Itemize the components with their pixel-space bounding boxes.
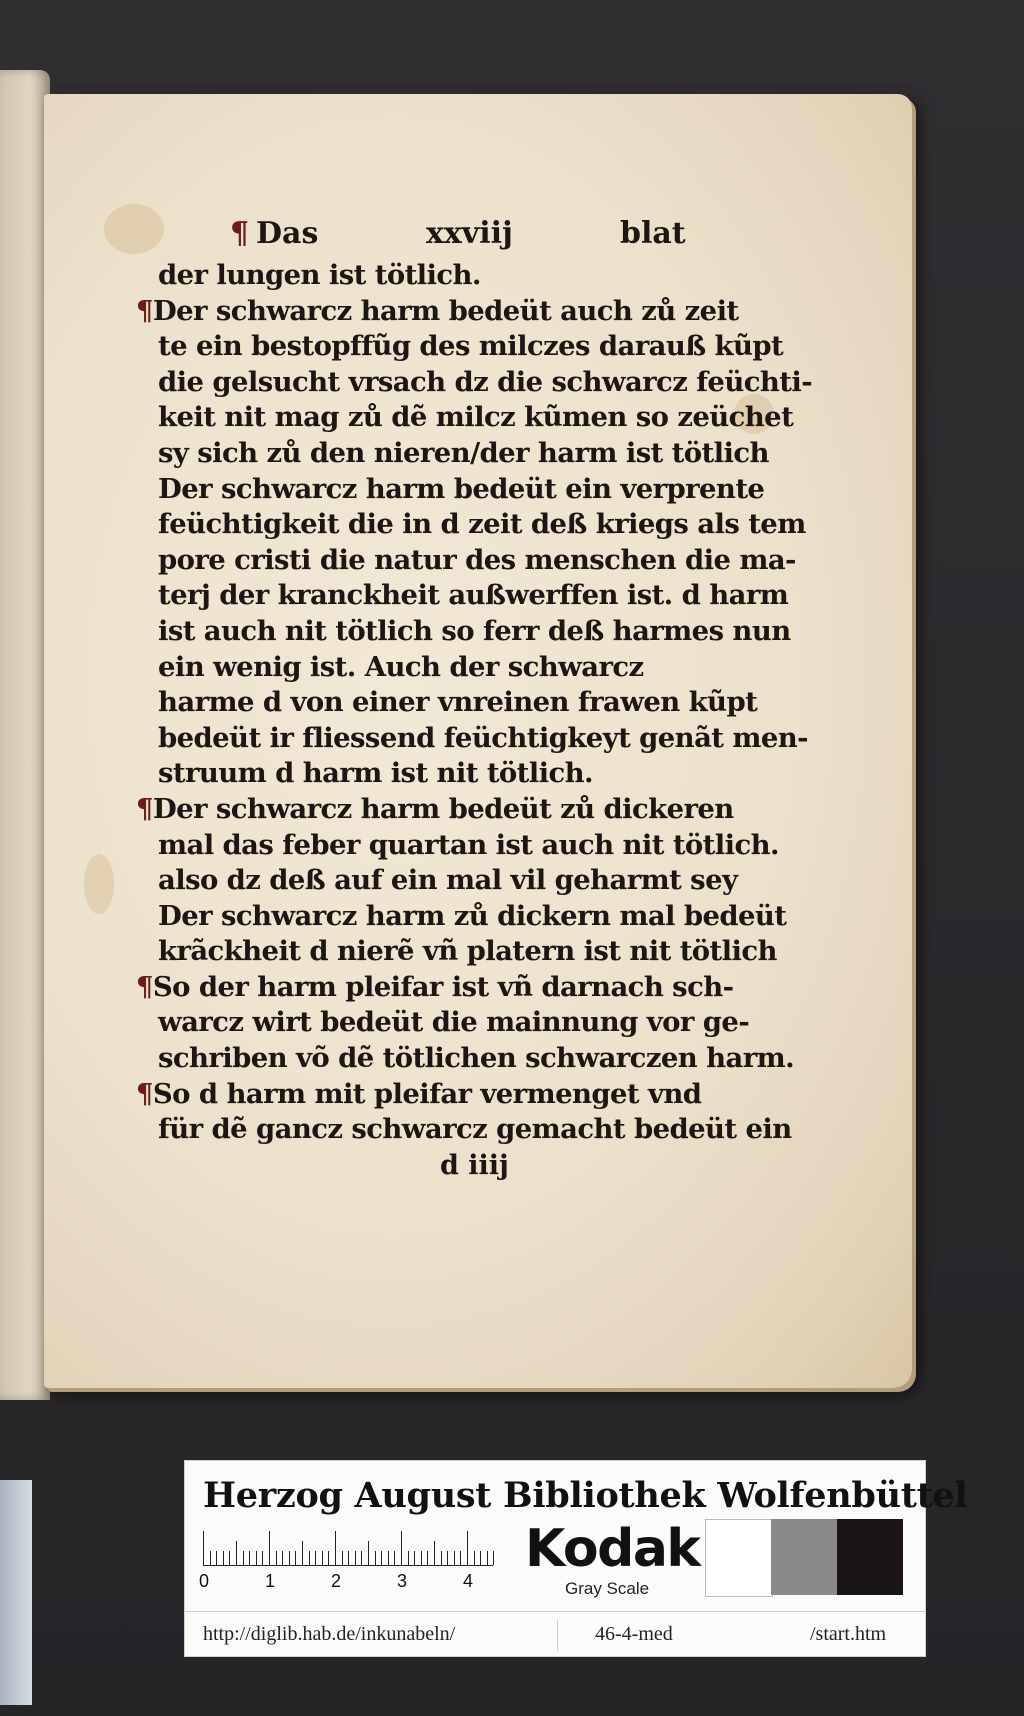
ruler-tick xyxy=(408,1551,409,1565)
ruler-tick xyxy=(388,1551,389,1565)
text-line-content: Der schwarcz harm bedeüt ein verprente xyxy=(158,472,765,505)
ruler-tick xyxy=(474,1551,475,1565)
ruler-tick xyxy=(493,1551,494,1565)
ruler-tick xyxy=(447,1551,448,1565)
text-line-content: feüchtigkeit die in d zeit deß kriegs als tem xyxy=(158,508,806,541)
text-line xyxy=(158,507,806,543)
ruler-tick xyxy=(487,1551,488,1565)
text-line-content: te ein bestopffũg des milczes darauß kũpt xyxy=(158,330,784,363)
ruler-tick xyxy=(368,1541,369,1565)
ruler-tick xyxy=(460,1551,461,1565)
paper-stain xyxy=(84,854,114,914)
text-line-content: pore cristi die natur des menschen die ma- xyxy=(158,543,796,576)
text-line xyxy=(158,650,758,686)
text-line-content: warcz wirt bedeüt die mainnung vor ge- xyxy=(158,1006,750,1039)
ruler-tick xyxy=(309,1551,310,1565)
ruler-tick xyxy=(315,1551,316,1565)
black-patch xyxy=(837,1519,903,1595)
ruler-number: 2 xyxy=(331,1571,342,1591)
text-line-content: schriben võ dẽ tötlichen schwarczen harm. xyxy=(158,1042,795,1075)
text-line-content: keit nit mag zů dẽ milcz kũmen so zeüchet xyxy=(158,401,794,434)
ruler-tick xyxy=(229,1551,230,1565)
text-line xyxy=(158,899,787,935)
ruler-tick xyxy=(381,1551,382,1565)
ruler-tick xyxy=(262,1551,263,1565)
library-title: Herzog August Bibliothek Wolfenbüttel xyxy=(203,1475,968,1516)
previous-leaf-edge xyxy=(0,70,50,1400)
ruler-tick xyxy=(282,1551,283,1565)
ruler-tick xyxy=(441,1551,442,1565)
text-line xyxy=(136,1077,758,1113)
body-text xyxy=(136,258,813,1148)
text-line xyxy=(158,258,758,294)
ruler-number: 1 xyxy=(265,1571,276,1591)
ruler-tick xyxy=(421,1551,422,1565)
ruler-tick xyxy=(454,1551,455,1565)
shelf-label-edge xyxy=(0,1480,32,1705)
text-line-content: bedeüt ir fliessend feüchtigkeyt genãt men- xyxy=(158,721,808,754)
text-line-content: harme d von einer vnreinen frawen kũpt xyxy=(158,686,758,719)
gray-patch xyxy=(771,1519,837,1595)
ruler-tick xyxy=(302,1541,303,1565)
ruler-tick xyxy=(269,1531,270,1565)
text-line xyxy=(158,543,796,579)
url-divider xyxy=(557,1619,558,1651)
text-line-content: Der schwarcz harm zů dickern mal bedeüt xyxy=(158,899,787,932)
ruler-tick xyxy=(467,1531,468,1565)
ruler-tick xyxy=(216,1551,217,1565)
ruler-tick xyxy=(295,1551,296,1565)
gray-scale-label: Gray Scale xyxy=(565,1579,650,1598)
ruler-tick xyxy=(394,1551,395,1565)
text-line-content: der lungen ist tötlich. xyxy=(158,259,481,291)
ruler-tick xyxy=(342,1551,343,1565)
ruler-tick xyxy=(236,1541,237,1565)
text-line-content: So der harm pleifar ist vñ darnach sch- xyxy=(152,970,734,1003)
text-line xyxy=(136,294,758,330)
rubric-pilcrow: ¶ xyxy=(230,216,250,251)
text-line-content: So d harm mit pleifar vermenget vnd xyxy=(152,1077,702,1110)
ruler-number: 0 xyxy=(199,1571,210,1591)
text-line xyxy=(158,436,769,472)
kodak-logo: Kodak xyxy=(525,1519,700,1579)
text-line xyxy=(158,578,789,614)
signature-mark: d iiij xyxy=(440,1150,509,1181)
ruler-tick xyxy=(256,1551,257,1565)
ruler-tick xyxy=(480,1551,481,1565)
url-base: http://diglib.hab.de/inkunabeln/ xyxy=(203,1623,456,1645)
rubric-pilcrow: ¶ xyxy=(136,1077,153,1110)
ruler-tick xyxy=(223,1551,224,1565)
text-line-content: mal das feber quartan ist auch nit tötlich. xyxy=(158,828,779,861)
header-right: blat xyxy=(620,216,686,251)
ruler-tick xyxy=(276,1551,277,1565)
ruler-tick xyxy=(355,1551,356,1565)
text-line-content: Der schwarcz harm bedeüt auch zů zeit xyxy=(152,294,739,327)
ruler-tick xyxy=(335,1531,336,1565)
ruler-tick xyxy=(243,1551,244,1565)
ruler-number: 3 xyxy=(397,1571,408,1591)
text-line xyxy=(158,756,758,792)
ruler-tick xyxy=(249,1551,250,1565)
text-line-content: die gelsucht vrsach dz die schwarcz feüchti- xyxy=(158,365,813,398)
text-line-content: Der schwarcz harm bedeüt zů dickeren xyxy=(152,792,734,825)
paper-stain xyxy=(104,204,164,254)
color-target-card xyxy=(184,1460,968,1657)
text-line xyxy=(158,400,794,436)
text-line xyxy=(158,934,777,970)
text-line xyxy=(158,721,808,757)
ruler-tick xyxy=(322,1551,323,1565)
running-header xyxy=(230,216,690,256)
text-line-content: für dẽ gancz schwarcz gemacht bedeüt ein xyxy=(158,1113,792,1146)
text-line-content: struum d harm ist nit tötlich. xyxy=(158,757,593,790)
url-shelfmark: 46-4-med xyxy=(595,1623,673,1645)
card-divider xyxy=(185,1611,925,1612)
text-line xyxy=(136,970,758,1006)
ruler-tick xyxy=(203,1531,204,1565)
text-line xyxy=(158,472,765,508)
text-line-content: terj der kranckheit außwerffen ist. d harm xyxy=(158,579,789,612)
url-suffix: /start.htm xyxy=(810,1623,887,1645)
ruler-tick xyxy=(401,1531,402,1565)
ruler-tick xyxy=(414,1551,415,1565)
text-line-content: also dz deß auf ein mal vil geharmt sey xyxy=(158,864,738,897)
text-line xyxy=(158,685,758,721)
ruler-tick xyxy=(361,1551,362,1565)
ruler-tick xyxy=(348,1551,349,1565)
text-line xyxy=(136,792,758,828)
folio-number: xxviij xyxy=(426,216,513,251)
text-line-content: sy sich zů den nieren/der harm ist tötlich xyxy=(158,436,769,469)
measurement-ruler xyxy=(203,1527,493,1566)
rubric-pilcrow: ¶ xyxy=(136,970,153,1003)
text-line xyxy=(158,329,784,365)
ruler-tick xyxy=(375,1551,376,1565)
text-line xyxy=(158,1041,795,1077)
text-line-content: krãckheit d nierẽ vñ platern ist nit tötlich xyxy=(158,935,777,968)
text-line-content: ein wenig ist. Auch der schwarcz xyxy=(158,650,644,683)
text-line-content: ist auch nit tötlich so ferr deß harmes nun xyxy=(158,614,791,647)
ruler-tick xyxy=(210,1551,211,1565)
text-line xyxy=(158,1112,792,1148)
ruler-tick xyxy=(328,1551,329,1565)
ruler-tick xyxy=(427,1551,428,1565)
text-line xyxy=(158,828,779,864)
white-patch xyxy=(705,1519,773,1597)
rubric-pilcrow: ¶ xyxy=(136,792,153,825)
text-line xyxy=(158,365,813,401)
ruler-tick xyxy=(289,1551,290,1565)
header-left: Das xyxy=(256,216,319,251)
text-line xyxy=(158,1005,758,1041)
ruler-number: 4 xyxy=(463,1571,474,1591)
ruler-tick xyxy=(434,1541,435,1565)
rubric-pilcrow: ¶ xyxy=(136,294,153,327)
text-line xyxy=(158,614,791,650)
text-line xyxy=(158,863,758,899)
